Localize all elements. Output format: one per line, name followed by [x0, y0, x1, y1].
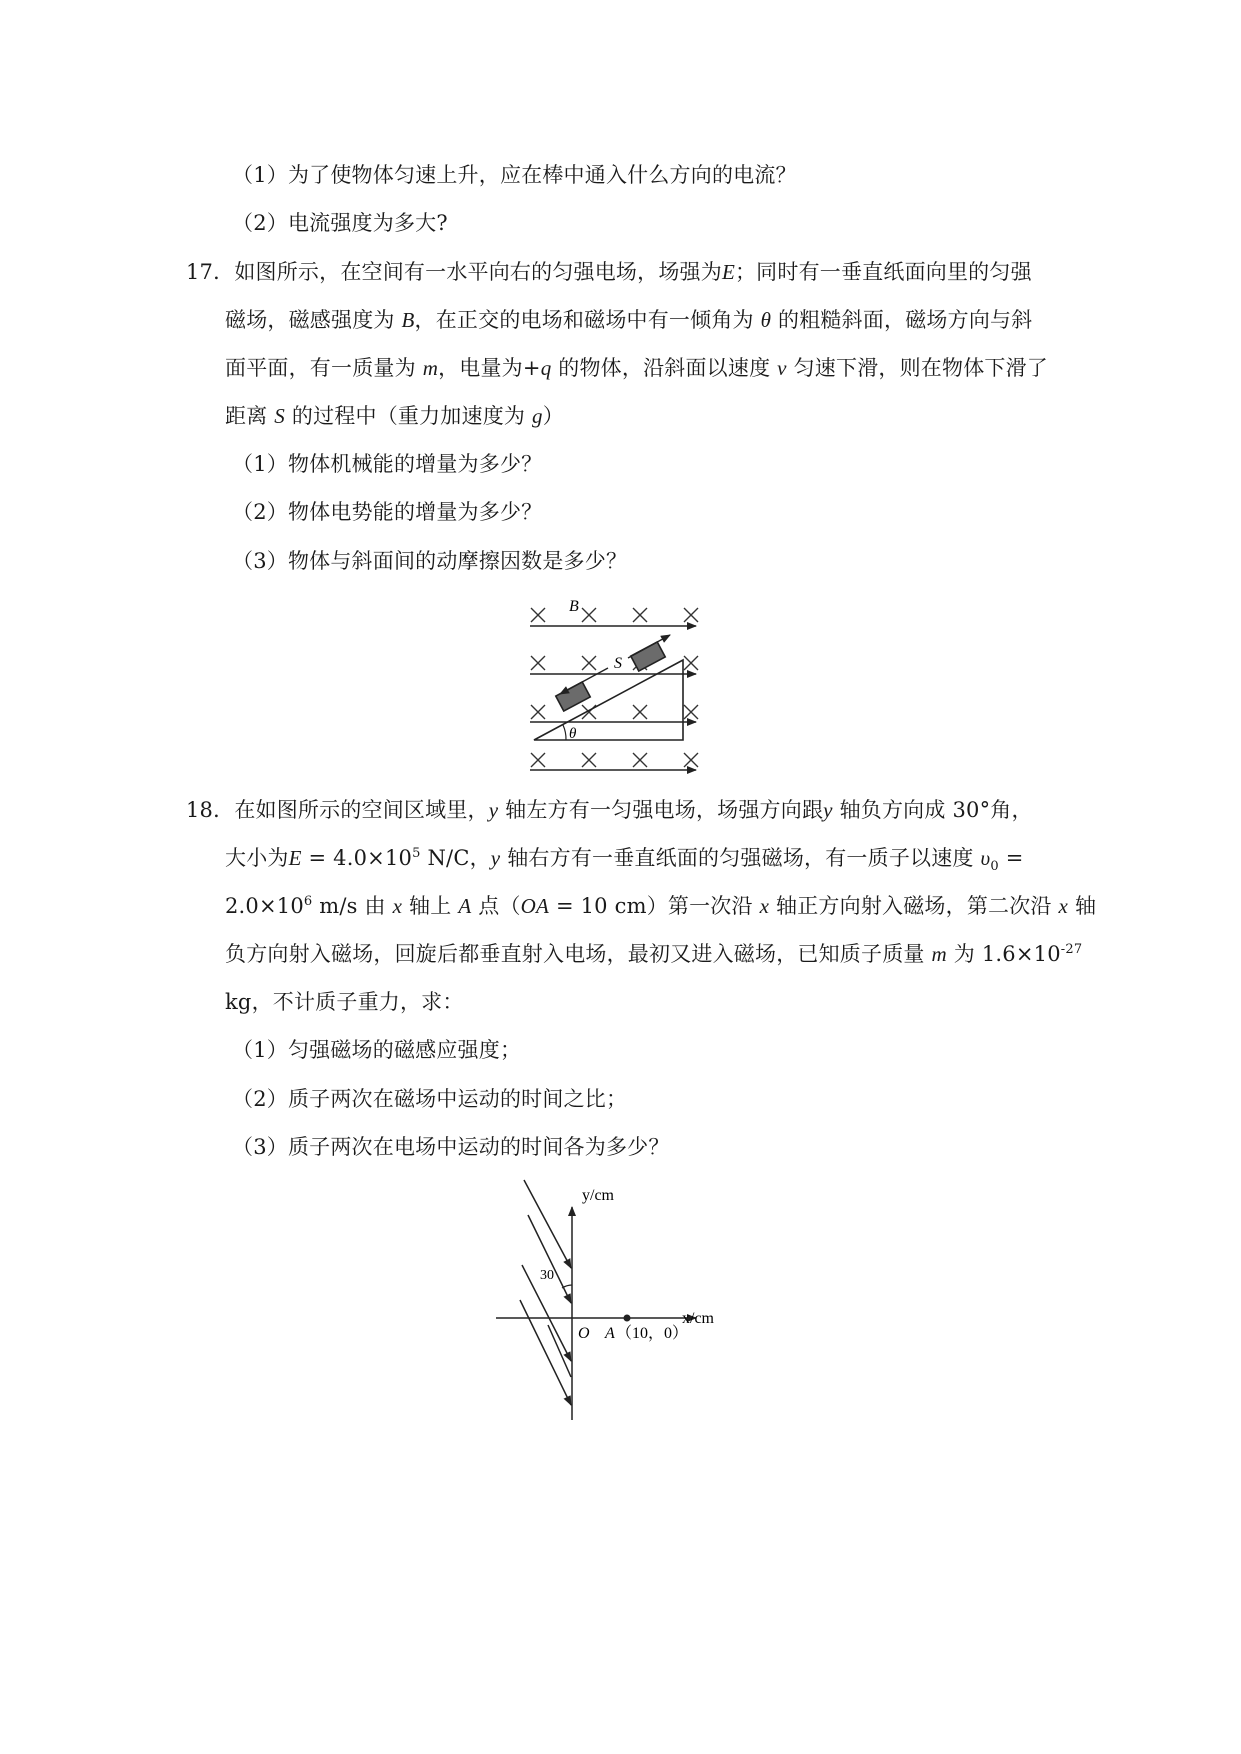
label-s: S: [614, 655, 622, 672]
q18-line4: 负方向射入磁场，回旋后都垂直射入电场，最初又进入磁场，已知质子质量 m 为 $1.6\times 10^{-27}$: [225, 942, 1083, 966]
point-a-marker: [624, 1315, 631, 1322]
electric-field-lines: [520, 1180, 571, 1405]
q18-sub2: （2）质子两次在磁场中运动的时间之比；: [232, 1087, 628, 1111]
q17-sub3: （3）物体与斜面间的动摩擦因数是多少？: [232, 549, 628, 573]
point-a-label: A: [605, 1325, 615, 1342]
label-theta: θ: [569, 726, 577, 742]
q18-number: 18．: [186, 798, 235, 822]
incline-triangle: [534, 660, 683, 740]
q17-sub2: （2）物体电势能的增量为多少？: [232, 500, 543, 524]
origin-label: O: [578, 1325, 590, 1342]
q17-figure: [520, 588, 720, 778]
label-b: B: [569, 598, 579, 615]
x-axis-label: x/cm: [682, 1310, 714, 1327]
angle-label: 30: [540, 1268, 554, 1283]
q17-line4: 距离 S 的过程中（重力加速度为 g）: [225, 404, 564, 428]
q17-line3: 面平面，有一质量为 m，电量为+q 的物体，沿斜面以速度 v 匀速下滑，则在物体下滑了: [225, 356, 1048, 380]
q18-line5: kg，不计质子重力，求：: [225, 990, 464, 1014]
q16-sub1: （1）为了使物体匀速上升，应在棒中通入什么方向的电流？: [232, 163, 797, 187]
q17-sub1: （1）物体机械能的增量为多少？: [232, 452, 543, 476]
q18-sub3: （3）质子两次在电场中运动的时间各为多少？: [232, 1135, 670, 1159]
q17-line1: 17．如图所示，在空间有一水平向右的匀强电场，场强为E；同时有一垂直纸面向里的匀强: [186, 257, 1032, 287]
angle-arc: [563, 725, 566, 740]
point-a-coord: （10，0）: [616, 1325, 689, 1342]
q18-line1: 18．在如图所示的空间区域里，y 轴左方有一匀强电场，场强方向跟y 轴负方向成 30°角，: [186, 795, 1033, 825]
q18-sub1: （1）匀强磁场的磁感应强度；: [232, 1038, 522, 1062]
angle-arc: [562, 1285, 572, 1288]
q18-figure: [490, 1175, 750, 1430]
q18-line2: 大小为$E = 4.0\times 10^5$ N/C，y 轴右方有一垂直纸面的匀强磁场，有一质子以速度 $\upsilon_0$ =: [225, 846, 1024, 875]
y-axis-label: y/cm: [582, 1187, 614, 1204]
q18-line3: $2.0\times 10^6$ m/s 由 x 轴上 A 点（OA = 10 cm）第一次沿 x 轴正方向射入磁场，第二次沿 x 轴: [225, 894, 1097, 918]
magnetic-field-crosses: [531, 608, 698, 767]
q17-line2: 磁场，磁感强度为 B，在正交的电场和磁场中有一倾角为 θ 的粗糙斜面，磁场方向与斜: [225, 308, 1033, 332]
q17-number: 17．: [186, 260, 235, 284]
q16-sub2: （2）电流强度为多大?: [232, 211, 448, 235]
